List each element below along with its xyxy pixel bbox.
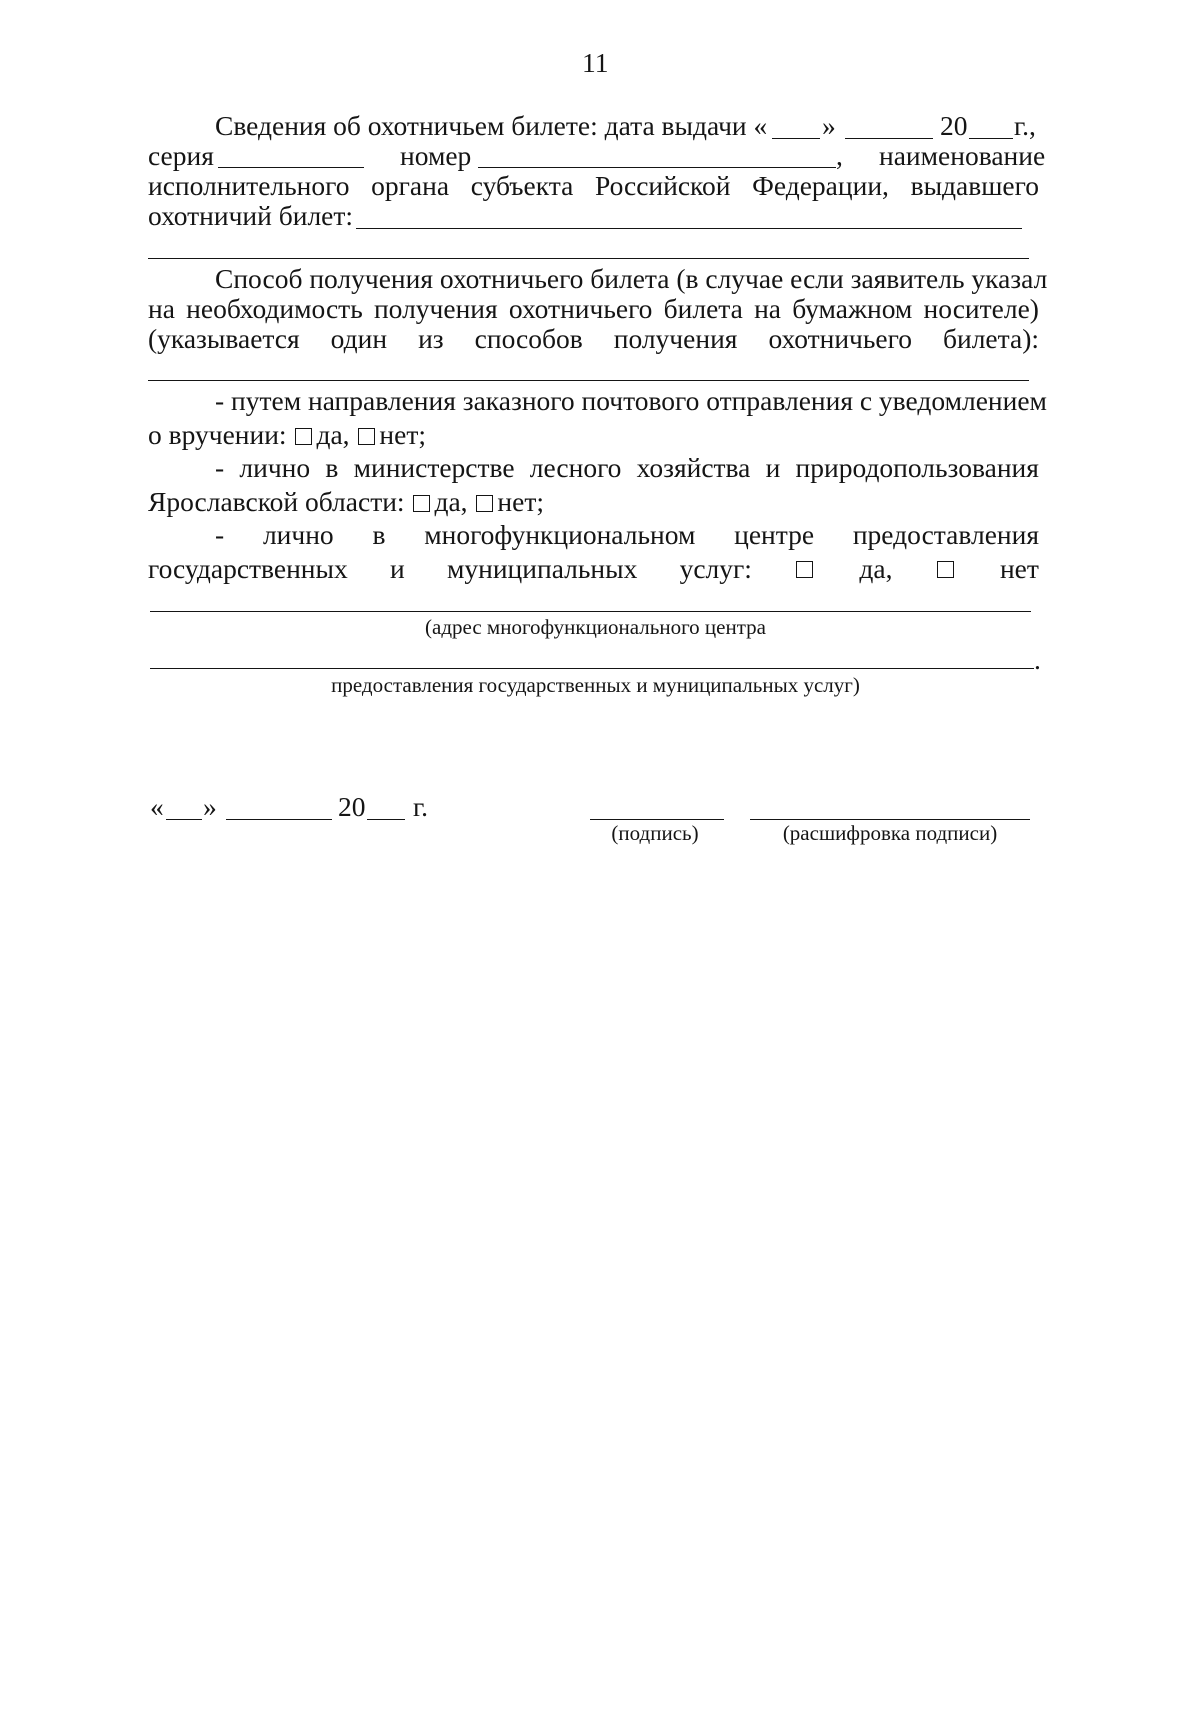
date-close-quote: » bbox=[203, 791, 217, 822]
ticket-issue-day-close-quote: » bbox=[822, 110, 836, 141]
option-mfc-yes-checkbox[interactable] bbox=[796, 561, 813, 578]
ticket-issue-date-label: Сведения об охотничьем билете: дата выдачи « bbox=[215, 110, 768, 141]
option-mail-text: - путем направления заказного почтового отправления с уведомлением bbox=[215, 385, 1047, 416]
page-number: 11 bbox=[582, 47, 609, 78]
ticket-series-blank[interactable] bbox=[218, 167, 364, 168]
date-open-quote: « bbox=[150, 791, 164, 822]
option-ministry-text: - лично в министерстве лесного хозяйства и природопользования bbox=[215, 452, 1039, 483]
date-month-blank[interactable] bbox=[226, 819, 332, 820]
issuing-authority-label-end: охотничий билет: bbox=[148, 200, 354, 231]
ticket-issue-year-suffix: г., bbox=[1014, 110, 1036, 141]
date-year-suffix: г. bbox=[413, 791, 429, 822]
issuing-authority-blank-continued[interactable] bbox=[148, 258, 1029, 259]
option-mfc-choice: государственных и муниципальных услуг: да, нет bbox=[148, 553, 1039, 584]
receipt-method-text-line-2: на необходимость получения охотничьего билета на бумажном носителе) bbox=[148, 293, 1039, 324]
mfc-address-caption-2: предоставления государственных и муниципальных услуг) bbox=[331, 673, 860, 697]
option-mail-no-checkbox[interactable] bbox=[358, 428, 375, 445]
mfc-address-caption-1: (адрес многофункционального центра bbox=[425, 615, 766, 639]
ticket-series-label: серия bbox=[148, 140, 214, 171]
option-mfc-text: - лично в многофункциональном центре предоставления bbox=[215, 519, 1039, 550]
issuing-authority-label-start: наименование bbox=[879, 140, 1046, 171]
signature-caption: (подпись) bbox=[611, 821, 699, 845]
issuing-authority-label-line: исполнительного органа субъекта Российской Федерации, выдавшего bbox=[148, 170, 1039, 201]
receipt-method-blank[interactable] bbox=[148, 380, 1029, 381]
receipt-method-heading: Способ получения охотничьего билета (в случае если заявитель указал bbox=[215, 263, 1048, 294]
option-mail-yes-checkbox[interactable] bbox=[295, 428, 312, 445]
mfc-address-blank-continued[interactable] bbox=[150, 668, 1034, 669]
date-year-blank[interactable] bbox=[367, 819, 405, 820]
date-year-prefix: 20 bbox=[338, 791, 366, 822]
issuing-authority-blank[interactable] bbox=[356, 228, 1022, 229]
option-mfc-no-label: нет bbox=[999, 553, 1039, 584]
ticket-number-label: номер bbox=[400, 140, 472, 171]
option-mail-no-label: нет; bbox=[379, 419, 426, 450]
option-mail-choice bbox=[148, 418, 426, 451]
mfc-address-period: . bbox=[1034, 644, 1041, 675]
option-ministry-no-checkbox[interactable] bbox=[476, 495, 493, 512]
option-ministry-yes-label: да, bbox=[434, 486, 468, 517]
signature-decode-caption: (расшифровка подписи) bbox=[782, 821, 998, 845]
option-ministry-no-label: нет; bbox=[497, 486, 544, 517]
option-ministry-choice bbox=[148, 485, 544, 518]
option-ministry-label: Ярославской области: bbox=[148, 486, 405, 517]
option-mfc-yes-label: да, bbox=[859, 553, 893, 584]
mfc-address-blank[interactable] bbox=[150, 611, 1031, 612]
option-mail-label: о вручении: bbox=[148, 419, 287, 450]
option-mfc-no-checkbox[interactable] bbox=[937, 561, 954, 578]
ticket-issue-year-prefix: 20 bbox=[940, 110, 968, 141]
date-day-blank[interactable] bbox=[166, 819, 202, 820]
option-ministry-yes-checkbox[interactable] bbox=[413, 495, 430, 512]
receipt-method-text-line-3: (указывается один из способов получения охотничьего билета): bbox=[148, 323, 1039, 354]
option-mail-yes-label: да, bbox=[316, 419, 350, 450]
ticket-number-comma: , bbox=[836, 140, 843, 171]
ticket-issue-day-blank[interactable] bbox=[772, 138, 820, 139]
ticket-number-blank[interactable] bbox=[478, 167, 836, 168]
